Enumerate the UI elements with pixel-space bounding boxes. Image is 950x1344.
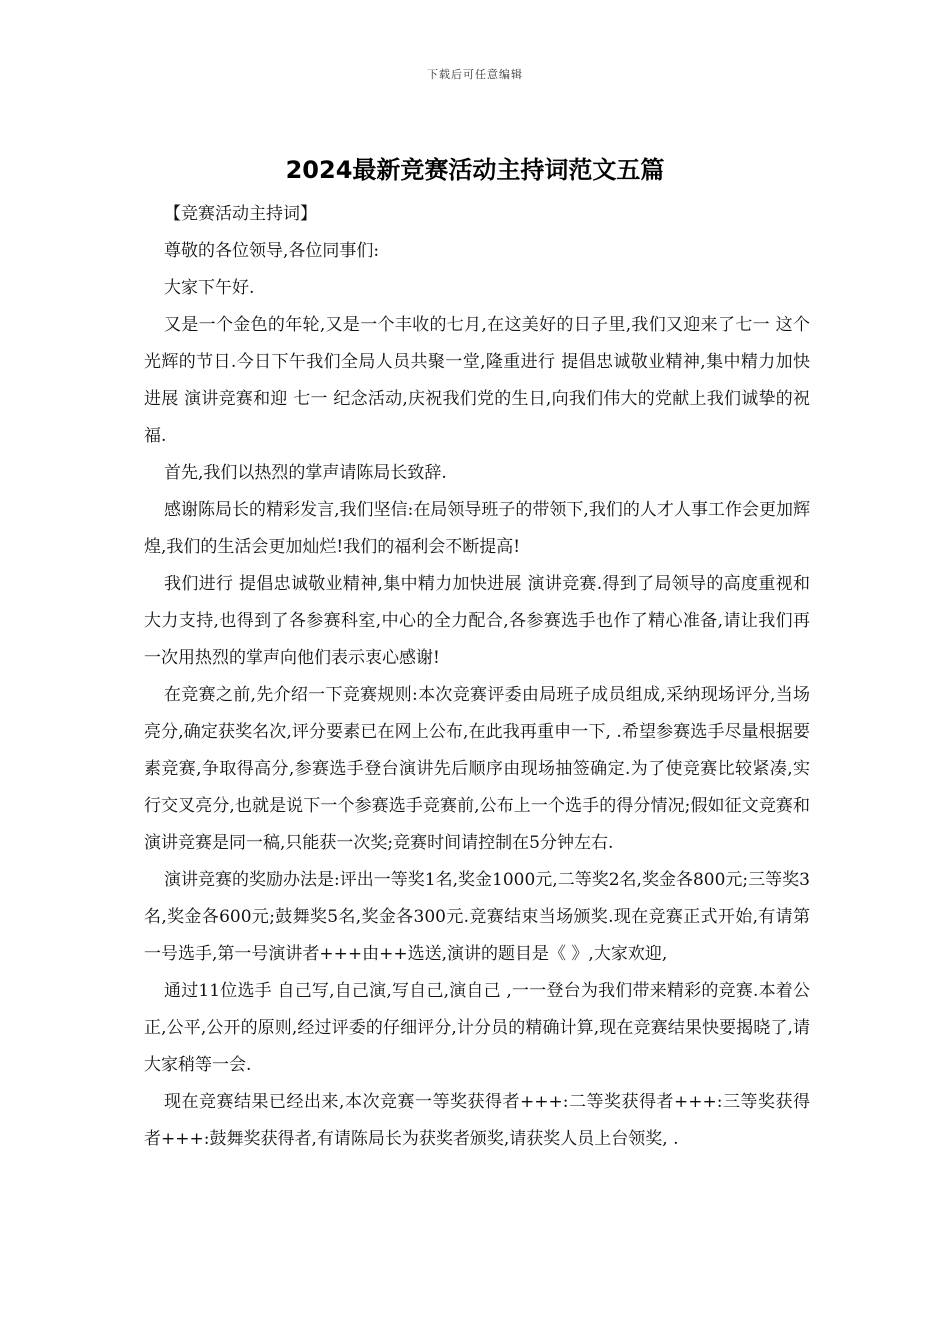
header-note: 下载后可任意编辑 [427,68,523,81]
paragraph: 通过11位选手 自己写,自己演,写自己,演自己 ,一一登台为我们带来精彩的竞赛.本着公正,公平,公开的原则,经过评委的仔细评分,计分员的精确计算,现在竞赛结果快要揭晓了,请大家稍等一会. [144,981,810,1075]
paragraph: 在竞赛之前,先介绍一下竞赛规则:本次竞赛评委由局班子成员组成,采纳现场评分,当场亮分,确定获奖名次,评分要素已在网上公布,在此我再重申一下, .希望参赛选手尽量根据要素竞赛,争取得高分,参赛选手登台演讲先后顺序由现场抽签确定.为了使竞赛比较紧凑,实行交叉亮分,也就是说下一个参赛选手竞赛前,公布上一个选手的得分情况;假如征文竞赛和演讲竞赛是同一稿,只能获一次奖;竞赛时间请控制在5分钟左右. [144,685,810,853]
paragraph: 首先,我们以热烈的掌声请陈局长致辞. [164,463,447,483]
section-heading: 【竞赛活动主持词】 [164,204,317,224]
paragraph: 我们进行 提倡忠诚敬业精神,集中精力加快进展 演讲竞赛.得到了局领导的高度重视和大力支持,也得到了各参赛科室,中心的全力配合,各参赛选手也作了精心准备,请让我们再一次用热烈的掌声向他们表示衷心感谢! [144,574,810,668]
document-body [144,196,810,1158]
document-title: 2024最新竞赛活动主持词范文五篇 [285,156,665,184]
paragraph: 演讲竞赛的奖励办法是:评出一等奖1名,奖金1000元,二等奖2名,奖金各800元;三等奖3名,奖金各600元;鼓舞奖5名,奖金各300元.竞赛结束当场颁奖.现在竞赛正式开始,有请第一号选手,第一号演讲者+++由++选送,演讲的题目是《 》,大家欢迎, [144,870,810,964]
paragraph: 又是一个金色的年轮,又是一个丰收的七月,在这美好的日子里,我们又迎来了七一 这个光辉的节日.今日下午我们全局人员共聚一堂,隆重进行 提倡忠诚敬业精神,集中精力加快进展 演讲竞赛和迎 七一 纪念活动,庆祝我们党的生日,向我们伟大的党献上我们诚挚的祝福. [144,315,810,446]
paragraph: 感谢陈局长的精彩发言,我们坚信:在局领导班子的带领下,我们的人才人事工作会更加辉煌,我们的生活会更加灿烂!我们的福利会不断提高! [144,500,810,557]
paragraph: 现在竞赛结果已经出来,本次竞赛一等奖获得者+++:二等奖获得者+++:三等奖获得者+++:鼓舞奖获得者,有请陈局长为获奖者颁奖,请获奖人员上台领奖, . [144,1092,810,1149]
paragraph: 大家下午好. [164,278,255,298]
paragraph: 尊敬的各位领导,各位同事们: [164,241,380,261]
